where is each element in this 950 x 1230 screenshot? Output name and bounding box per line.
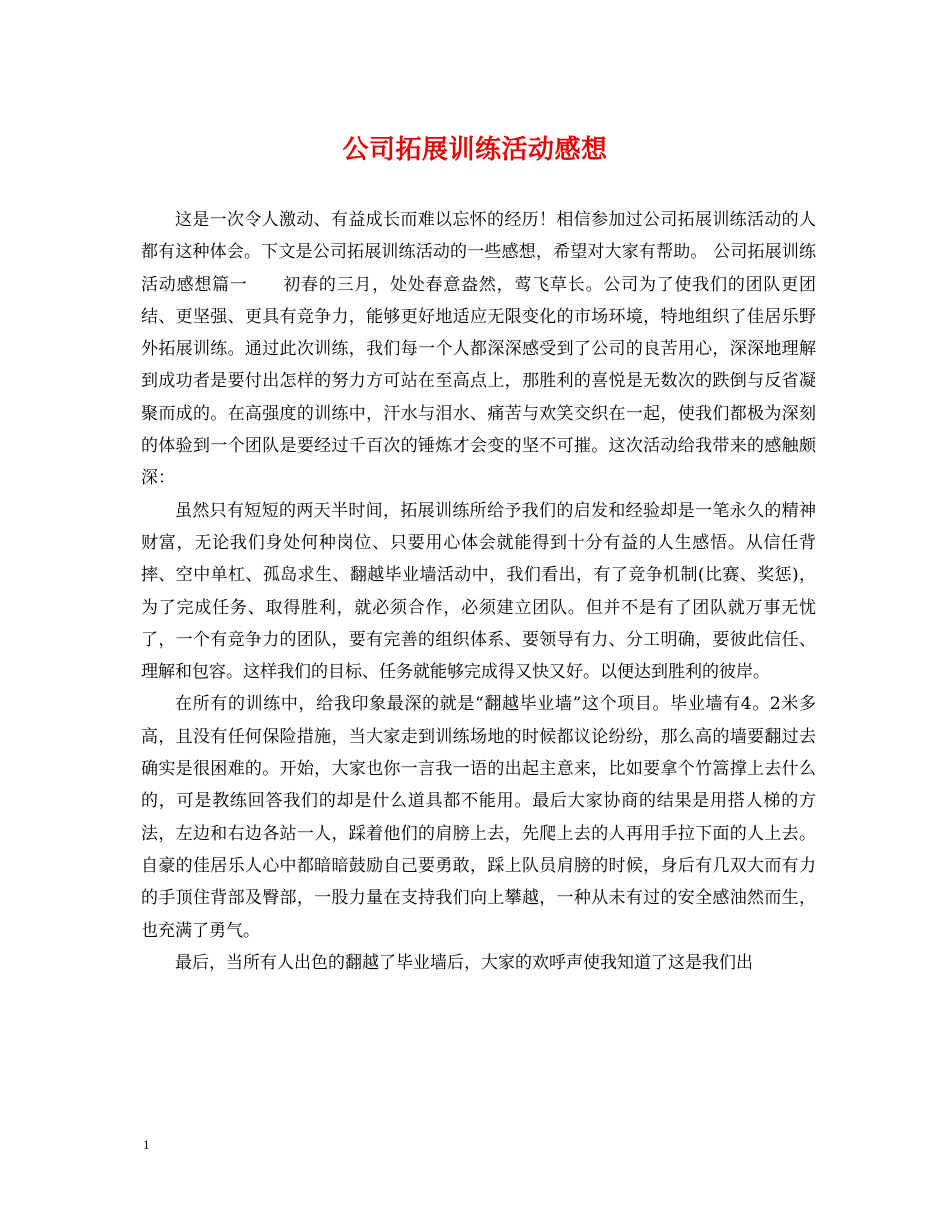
document-title: 公司拓展训练活动感想 xyxy=(342,135,608,165)
page-number: 1 xyxy=(143,1137,150,1152)
document-body xyxy=(141,204,816,979)
paragraph-graduation-wall: 在所有的训练中，给我印象最深的就是“翻越毕业墙”这个项目。毕业墙有4。2米多高，且没有任何保险措施，当大家走到训练场地的时候都议论纷纷，那么高的墙要翻过去确实是很困难的。开始，大家也你一言我一语的出起主意来，比如要拿个竹篙撑上去什么的，可是教练回答我们的却是什么道具都不能用。最后大家协商的结果是用搭人梯的方法，左边和右边各站一人，踩着他们的肩膀上去，先爬上去的人再用手拉下面的人上去。自豪的佳居乐人心中都暗暗鼓励自己要勇敢，踩上队员肩膀的时候，身后有几双大而有力的手顶住背部及臀部，一股力量在支持我们向上攀越，一种从未有过的安全感油然而生，也充满了勇气。 xyxy=(141,694,816,941)
paragraph-final: 最后，当所有人出色的翻越了毕业墙后，大家的欢呼声使我知道了这是我们出 xyxy=(175,952,753,973)
paragraph-insight: 虽然只有短短的两天半时间，拓展训练所给予我们的启发和经验却是一笔永久的精神财富，无论我们身处何种岗位、只要用心体会就能得到十分有益的人生感悟。从信任背摔、空中单杠、孤岛求生、翻越毕业墙活动中，我们看出，有了竞争机制(比赛、奖惩)，为了完成任务、取得胜利，就必须合作，必须建立团队。但并不是有了团队就万事无忧了，一个有竞争力的团队，要有完善的组织体系、要领导有力、分工明确，要彼此信任、理解和包容。这样我们的目标、任务就能够完成得又快又好。以便达到胜利的彼岸。 xyxy=(141,500,816,683)
paragraph-intro: 这是一次令人激动、有益成长而难以忘怀的经历！相信参加过公司拓展训练活动的人都有这种体会。下文是公司拓展训练活动的一些感想，希望对大家有帮助。 公司拓展训练活动感想篇一 初春的三月，处处春意盎然，莺飞草长。公司为了使我们的团队更团结、更坚强、更具有竞争力，能够更好地适应无限变化的市场环境，特地组织了佳居乐野外拓展训练。通过此次训练，我们每一个人都深深感受到了公司的良苦用心，深深地理解 到成功者是要付出怎样的努力方可站在至高点上，那胜利的喜悦是无数次的跌倒与反省凝聚而成的。在高强度的训练中，汗水与泪水、痛苦与欢笑交织在一起，使我们都极为深刻的体验到一个团队是要经过千百次的锤炼才会变的坚不可摧。这次活动给我带来的感触颇深： xyxy=(141,210,816,489)
